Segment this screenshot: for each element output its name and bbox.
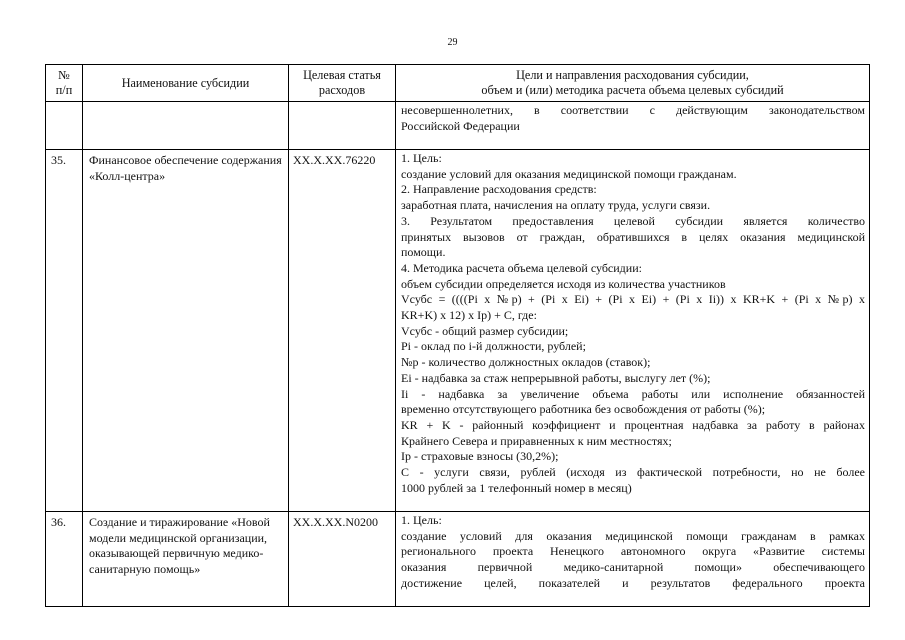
table-header-row: [46, 65, 870, 102]
budget-code-text: XX.X.XX.76220: [293, 153, 376, 167]
goals-text: [396, 150, 869, 496]
row-number-cell: [46, 102, 83, 150]
goals-line: 2. Направление расходования средств:: [401, 182, 597, 197]
subsidy-name-cell: [83, 512, 289, 607]
header-code: [289, 65, 396, 102]
goals-line: Крайнего Севера и приравненных к ним местностях;: [401, 433, 672, 448]
header-goals: [396, 65, 870, 102]
goals-line: 3. Результатом предоставления целевой субсидии является количество: [401, 213, 865, 228]
goals-line: №р - количество должностных окладов (ставок);: [401, 355, 651, 370]
goals-cell: [396, 102, 870, 150]
header-code-line: расходов: [318, 83, 366, 97]
goals-line: Российской Федерации: [401, 118, 520, 133]
goals-line: помощи.: [401, 245, 446, 260]
goals-line: 1. Цель:: [401, 151, 442, 165]
goals-text: [396, 512, 869, 592]
goals-line: Ei - надбавка за стаж непрерывной работы, выслугу лет (%);: [401, 370, 711, 385]
goals-line: Ii - надбавка за увеличение объема работы или исполнение обязанностей: [401, 386, 865, 401]
row-number-text: [46, 102, 82, 105]
header-name-text: Наименование субсидии: [121, 75, 250, 90]
budget-code-cell: [289, 150, 396, 512]
budget-code-text: XX.X.XX.N0200: [293, 515, 378, 529]
goals-line: C - услуги связи, рублей (исходя из фактической потребности, но не более: [401, 465, 865, 480]
goals-line: оказания первичной медико-санитарной помощи» обеспечивающего: [401, 560, 865, 575]
goals-line: KR + K - районный коэффициент и процентная надбавка за работу в районах: [401, 417, 865, 432]
goals-line: создание условий для оказания медицинской помощи гражданам в рамках: [401, 528, 865, 543]
header-name: [83, 65, 289, 102]
header-code-line: Целевая статья: [303, 68, 381, 82]
header-goals-line: Цели и направления расходования субсидии,: [516, 68, 749, 82]
table-row: [46, 102, 870, 150]
header-num: [46, 65, 83, 102]
row-number-text: 36.: [51, 515, 66, 529]
row-number-cell: [46, 512, 83, 607]
budget-code-cell: [289, 102, 396, 150]
goals-line: Ip - страховые взносы (30,2%);: [401, 449, 559, 464]
goals-line: 4. Методика расчета объема целевой субсидии:: [401, 260, 642, 275]
subsidy-name-cell: [83, 102, 289, 150]
goals-line: Vсубс - общий размер субсидии;: [401, 323, 569, 338]
goals-line: достижение целей, показателей и результатов федерального проекта: [401, 575, 865, 590]
goals-line: 1. Цель:: [401, 513, 442, 527]
budget-code-cell: [289, 512, 396, 607]
subsidy-name-cell: [83, 150, 289, 512]
header-num-line: №: [58, 68, 70, 82]
goals-line: объем субсидии определяется исходя из количества участников: [401, 276, 726, 291]
goals-line: 1000 рублей за 1 телефонный номер в месяц): [401, 480, 632, 495]
goals-cell: [396, 512, 870, 607]
goals-line: создание условий для оказания медицинской помощи гражданам.: [401, 166, 737, 181]
goals-line: принятых вызовов от граждан, обратившихся в целях оказания медицинской: [401, 229, 865, 244]
header-num-line: п/п: [55, 83, 73, 97]
goals-line: регионального проекта Ненецкого автономного округа «Развитие системы: [401, 544, 865, 559]
goals-line: заработная плата, начисления на оплату труда, услуги связи.: [401, 198, 711, 213]
subsidy-name-text: Финансовое обеспечение содержания «Колл-центра»: [89, 153, 282, 183]
subsidy-table: [45, 64, 870, 607]
table-row: [46, 150, 870, 512]
row-number-text: 35.: [51, 153, 66, 167]
goals-line: KR+K) x 12) x Ip) + C, где:: [401, 308, 537, 323]
goals-line: несовершеннолетних, в соответствии с действующим законодательством: [401, 103, 865, 117]
subsidy-name-text: Создание и тиражирование «Новой модели медицинской организации, оказывающей первичную медико-санитарную помощь»: [89, 515, 270, 577]
goals-text: [396, 102, 869, 134]
header-goals-line: объем и (или) методика расчета объема целевых субсидий: [481, 83, 784, 97]
table-row: [46, 512, 870, 607]
subsidy-name-text: [83, 102, 288, 105]
budget-code-text: [289, 102, 395, 105]
goals-line: временно отсутствующего работника без освобождения от работы (%);: [401, 402, 766, 417]
goals-line: Pi - оклад по i-й должности, рублей;: [401, 339, 586, 354]
row-number-cell: [46, 150, 83, 512]
page-number: 29: [447, 37, 458, 48]
goals-cell: [396, 150, 870, 512]
goals-line: Vсубс = ((((Pi x №р) + (Pi x Ei) + (Pi x Ei) + (Pi x Ii)) x KR+K + (Pi x №р) x: [401, 292, 865, 307]
